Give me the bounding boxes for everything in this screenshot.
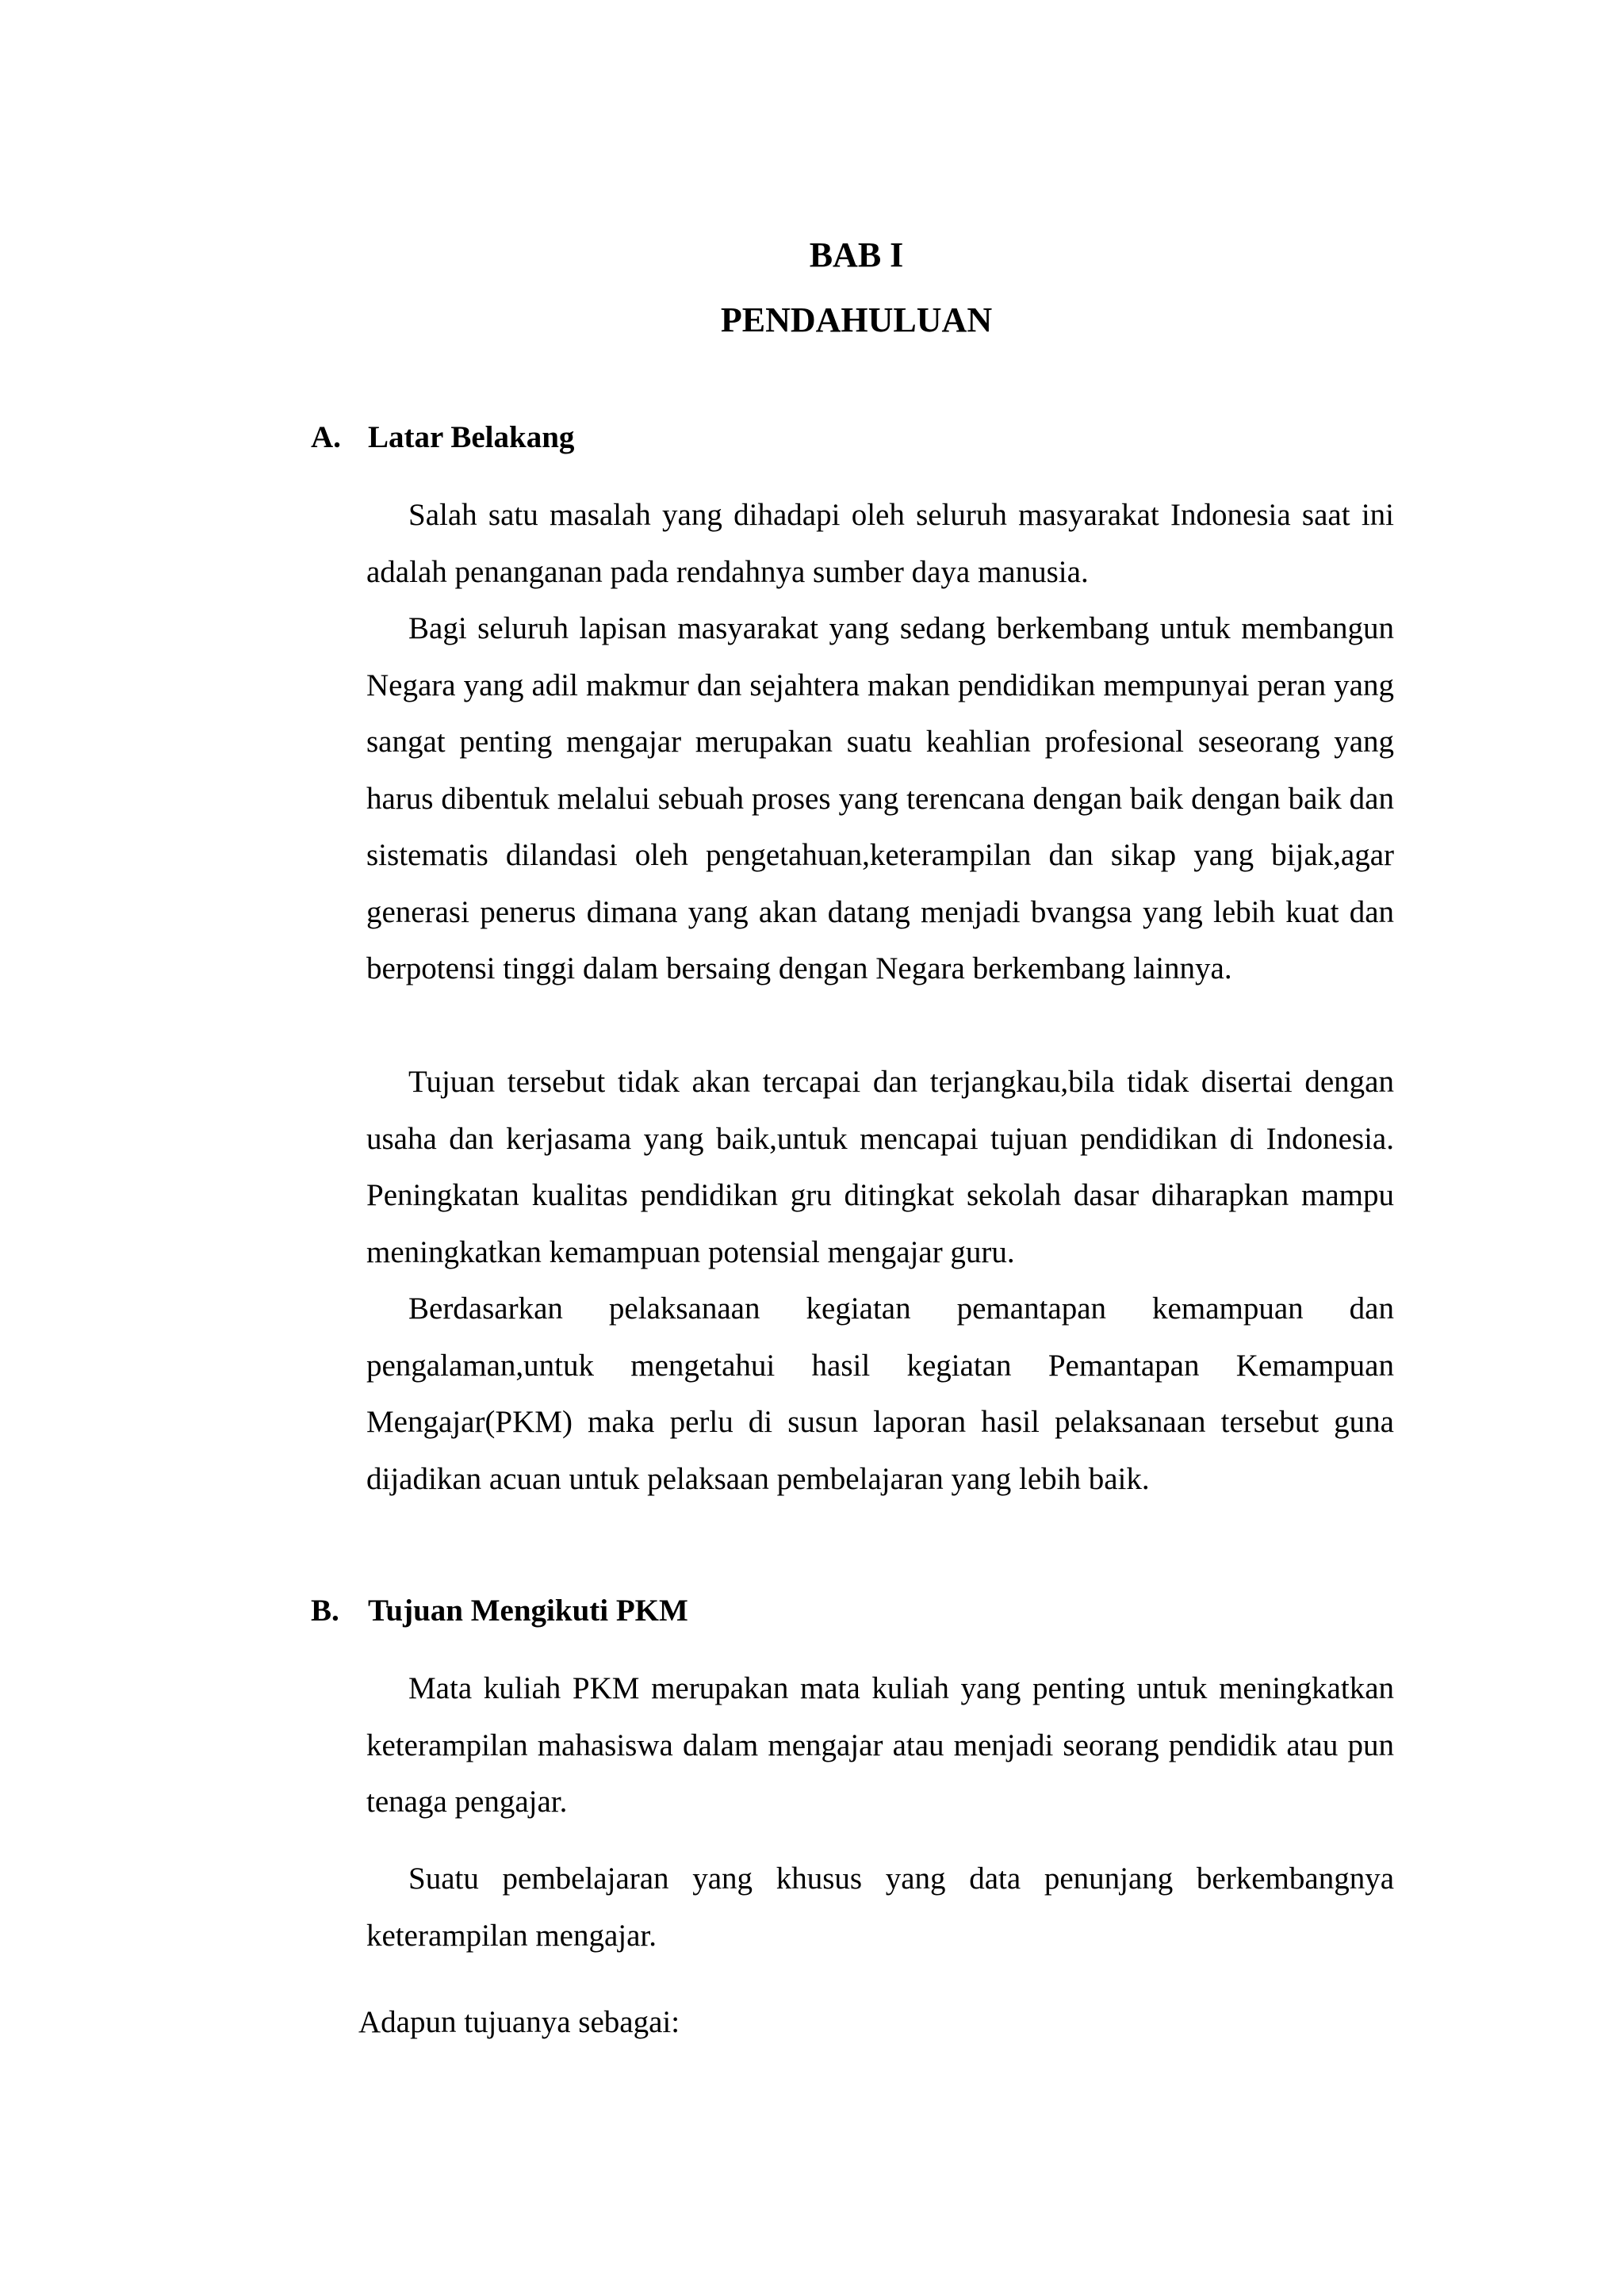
section-title: Latar Belakang [368, 420, 575, 454]
paragraph: Salah satu masalah yang dihadapi oleh seluruh masyarakat Indonesia saat ini adalah penanganan pada rendahnya sumber daya manusia. [366, 498, 1394, 589]
section-heading-latar-belakang [311, 422, 574, 453]
paragraph: Tujuan tersebut tidak akan tercapai dan terjangkau,bila tidak disertai dengan usaha dan kerjasama yang baik,untuk mencapai tujuan pendidikan di Indonesia. Peningkatan kualitas pendidikan gru ditingkat sekolah dasar diharapkan mampu meningkatkan kemampuan potensial mengajar guru. [366, 1065, 1394, 1269]
chapter-number: BAB I [809, 235, 904, 274]
paragraph: Suatu pembelajaran yang khusus yang data penunjang berkembangnya keterampilan mengajar. [366, 1862, 1394, 1953]
section-letter: A. [311, 420, 341, 454]
paragraph: Mata kuliah PKM merupakan mata kuliah yang penting untuk meningkatkan keterampilan mahasiswa dalam mengajar atau menjadi seorang pendidik atau pun tenaga pengajar. [366, 1671, 1394, 1819]
section-title: Tujuan Mengikuti PKM [368, 1594, 688, 1628]
closing-line: Adapun tujuanya sebagai: [358, 2005, 680, 2039]
chapter-title: PENDAHULUAN [720, 300, 993, 339]
paragraph: Berdasarkan pelaksanaan kegiatan pemantapan kemampuan dan pengalaman,untuk mengetahui hasil kegiatan Pemantapan Kemampuan Mengajar(PKM) maka perlu di susun laporan hasil pelaksanaan tersebut guna dijadikan acuan untuk pelaksaan pembelajaran yang lebih baik. [366, 1292, 1394, 1496]
section-heading-tujuan-pkm [311, 1595, 688, 1626]
paragraph: Bagi seluruh lapisan masyarakat yang sedang berkembang untuk membangun Negara yang adil makmur dan sejahtera makan pendidikan mempunyai peran yang sangat penting mengajar merupakan suatu keahlian profesional seseorang yang harus dibentuk melalui sebuah proses yang terencana dengan baik dengan baik dan sistematis dilandasi oleh pengetahuan,keterampilan dan sikap yang bijak,agar generasi penerus dimana yang akan datang menjadi bvangsa yang lebih kuat dan berpotensi tinggi dalam bersaing dengan Negara berkembang lainnya. [366, 611, 1394, 985]
section-letter: B. [311, 1594, 339, 1628]
